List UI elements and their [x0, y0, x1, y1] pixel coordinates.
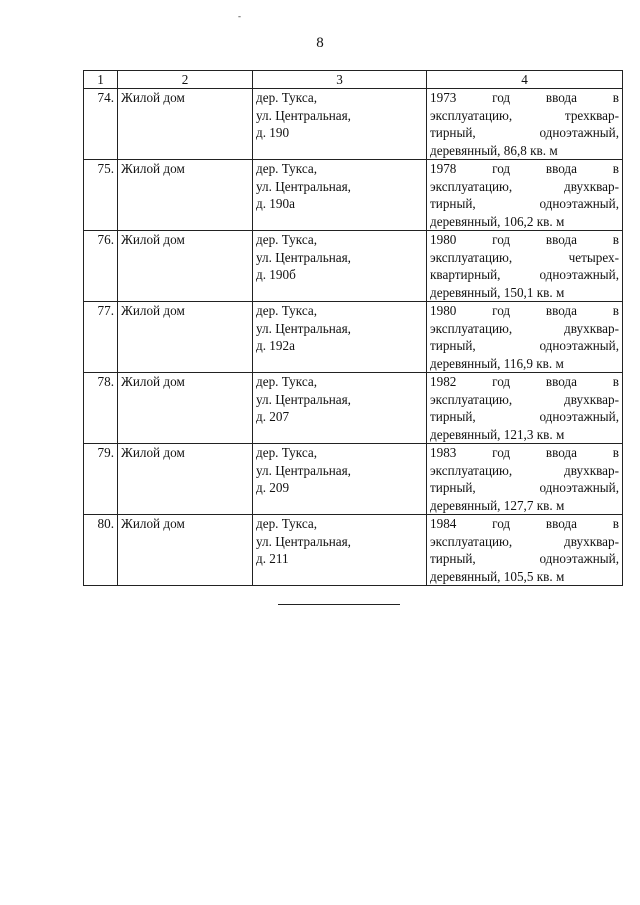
description-word: деревянный, 86,8 кв. м	[430, 142, 558, 158]
description-word: эксплуатацию,	[430, 107, 513, 123]
object-name: Жилой дом	[118, 373, 253, 444]
description-line	[430, 249, 619, 267]
description-word: 1973	[430, 90, 457, 105]
row-number: 74.	[84, 89, 118, 160]
description-word: в	[612, 90, 619, 105]
object-address	[253, 160, 427, 231]
description-line	[430, 408, 619, 426]
address-line: дер. Тукса,	[256, 232, 317, 247]
description-word: эксплуатацию,	[430, 462, 513, 478]
description-word: одноэтажный,	[539, 196, 619, 211]
object-description	[427, 89, 623, 160]
address-line: д. 207	[256, 409, 290, 424]
description-word: тирный,	[430, 338, 476, 353]
description-word: год	[492, 445, 511, 460]
description-line	[430, 515, 619, 533]
description-word: год	[492, 232, 511, 247]
description-word: тирный,	[430, 551, 476, 566]
object-name: Жилой дом	[118, 515, 253, 586]
description-word: четырех-	[568, 249, 619, 265]
description-word: деревянный, 116,9 кв. м	[430, 355, 564, 371]
address-line: д. 211	[256, 551, 289, 566]
description-word: двухквар-	[564, 391, 619, 407]
description-word: 1984	[430, 516, 457, 531]
table-row	[84, 515, 623, 586]
description-line	[430, 142, 619, 160]
description-word: в	[612, 232, 619, 247]
address-line: дер. Тукса,	[256, 516, 317, 531]
object-address	[253, 373, 427, 444]
address-line: ул. Центральная,	[256, 391, 351, 407]
address-line: ул. Центральная,	[256, 107, 351, 123]
row-number: 79.	[84, 444, 118, 515]
address-line: дер. Тукса,	[256, 445, 317, 460]
object-description	[427, 160, 623, 231]
description-word: двухквар-	[564, 320, 619, 336]
row-number: 78.	[84, 373, 118, 444]
object-description	[427, 515, 623, 586]
description-word: двухквар-	[564, 462, 619, 478]
description-line	[430, 107, 619, 125]
description-word: трехквар-	[564, 107, 619, 123]
description-line	[430, 568, 619, 586]
table-row	[84, 373, 623, 444]
description-word: тирный,	[430, 196, 476, 211]
description-word: одноэтажный,	[539, 125, 619, 140]
description-line	[430, 373, 619, 391]
description-word: деревянный, 105,5 кв. м	[430, 568, 565, 584]
table-row	[84, 89, 623, 160]
description-line	[430, 550, 619, 568]
description-word: год	[492, 303, 511, 318]
address-line: д. 209	[256, 480, 290, 495]
description-word: эксплуатацию,	[430, 533, 513, 549]
page-number: 8	[316, 35, 324, 51]
table-row	[84, 160, 623, 231]
row-number: 77.	[84, 302, 118, 373]
description-line	[430, 391, 619, 409]
object-name: Жилой дом	[118, 302, 253, 373]
description-word: ввода	[545, 374, 577, 389]
object-name: Жилой дом	[118, 444, 253, 515]
description-line	[430, 89, 619, 107]
object-address	[253, 444, 427, 515]
description-word: ввода	[545, 516, 577, 531]
description-word: одноэтажный,	[539, 409, 619, 424]
description-word: одноэтажный,	[539, 338, 619, 353]
description-word: двухквар-	[564, 533, 619, 549]
description-word: ввода	[545, 303, 577, 318]
description-word: год	[492, 374, 511, 389]
row-number: 76.	[84, 231, 118, 302]
row-number: 75.	[84, 160, 118, 231]
address-line: д. 190б	[256, 267, 296, 282]
description-word: ввода	[545, 232, 577, 247]
object-description	[427, 373, 623, 444]
column-header: 1	[84, 71, 118, 89]
table-header-row	[84, 71, 623, 89]
object-address	[253, 231, 427, 302]
row-number: 80.	[84, 515, 118, 586]
description-line	[430, 213, 619, 231]
address-line: ул. Центральная,	[256, 320, 351, 336]
description-word: в	[612, 445, 619, 460]
address-line: ул. Центральная,	[256, 462, 351, 478]
address-line: д. 192а	[256, 338, 295, 353]
address-line: д. 190а	[256, 196, 295, 211]
description-line	[430, 426, 619, 444]
table-row	[84, 231, 623, 302]
description-line	[430, 302, 619, 320]
description-line	[430, 479, 619, 497]
address-line: ул. Центральная,	[256, 249, 351, 265]
object-name: Жилой дом	[118, 231, 253, 302]
address-line: ул. Центральная,	[256, 178, 351, 194]
description-line	[430, 337, 619, 355]
description-word: тирный,	[430, 409, 476, 424]
description-line	[430, 231, 619, 249]
object-description	[427, 444, 623, 515]
description-word: год	[492, 516, 511, 531]
description-word: в	[612, 374, 619, 389]
description-word: год	[492, 161, 511, 176]
description-word: 1978	[430, 161, 457, 176]
description-word: одноэтажный,	[539, 551, 619, 566]
table-row	[84, 444, 623, 515]
description-line	[430, 160, 619, 178]
object-address	[253, 515, 427, 586]
description-word: 1983	[430, 445, 457, 460]
description-word: деревянный, 121,3 кв. м	[430, 426, 565, 442]
description-line	[430, 284, 619, 302]
description-line	[430, 178, 619, 196]
scan-speck: -	[238, 11, 241, 21]
description-line	[430, 320, 619, 338]
description-line	[430, 533, 619, 551]
description-line	[430, 195, 619, 213]
description-line	[430, 355, 619, 373]
description-word: деревянный, 127,7 кв. м	[430, 497, 565, 513]
description-word: эксплуатацию,	[430, 320, 513, 336]
description-line	[430, 462, 619, 480]
address-line: дер. Тукса,	[256, 161, 317, 176]
property-table	[83, 70, 623, 586]
description-word: 1980	[430, 303, 457, 318]
description-word: квартирный,	[430, 267, 501, 282]
description-word: одноэтажный,	[539, 480, 619, 495]
description-word: эксплуатацию,	[430, 249, 513, 265]
description-word: в	[612, 303, 619, 318]
description-word: эксплуатацию,	[430, 391, 513, 407]
description-word: тирный,	[430, 480, 476, 495]
object-name: Жилой дом	[118, 160, 253, 231]
object-address	[253, 302, 427, 373]
description-word: тирный,	[430, 125, 476, 140]
description-word: 1982	[430, 374, 457, 389]
table-body	[84, 89, 623, 586]
object-name: Жилой дом	[118, 89, 253, 160]
description-line	[430, 124, 619, 142]
object-description	[427, 302, 623, 373]
description-word: в	[612, 516, 619, 531]
table-row	[84, 302, 623, 373]
description-line	[430, 266, 619, 284]
object-address	[253, 89, 427, 160]
description-word: ввода	[545, 90, 577, 105]
description-word: ввода	[545, 161, 577, 176]
description-word: одноэтажный,	[539, 267, 619, 282]
column-header: 4	[427, 71, 623, 89]
description-word: в	[612, 161, 619, 176]
description-word: двухквар-	[564, 178, 619, 194]
description-word: деревянный, 106,2 кв. м	[430, 213, 565, 229]
description-word: 1980	[430, 232, 457, 247]
description-word: эксплуатацию,	[430, 178, 513, 194]
description-line	[430, 497, 619, 515]
column-header: 2	[118, 71, 253, 89]
address-line: дер. Тукса,	[256, 303, 317, 318]
description-word: год	[492, 90, 511, 105]
description-word: ввода	[545, 445, 577, 460]
column-header: 3	[253, 71, 427, 89]
address-line: дер. Тукса,	[256, 90, 317, 105]
object-description	[427, 231, 623, 302]
address-line: ул. Центральная,	[256, 533, 351, 549]
description-line	[430, 444, 619, 462]
address-line: д. 190	[256, 125, 290, 140]
address-line: дер. Тукса,	[256, 374, 317, 389]
end-rule	[278, 604, 400, 605]
description-word: деревянный, 150,1 кв. м	[430, 284, 565, 300]
